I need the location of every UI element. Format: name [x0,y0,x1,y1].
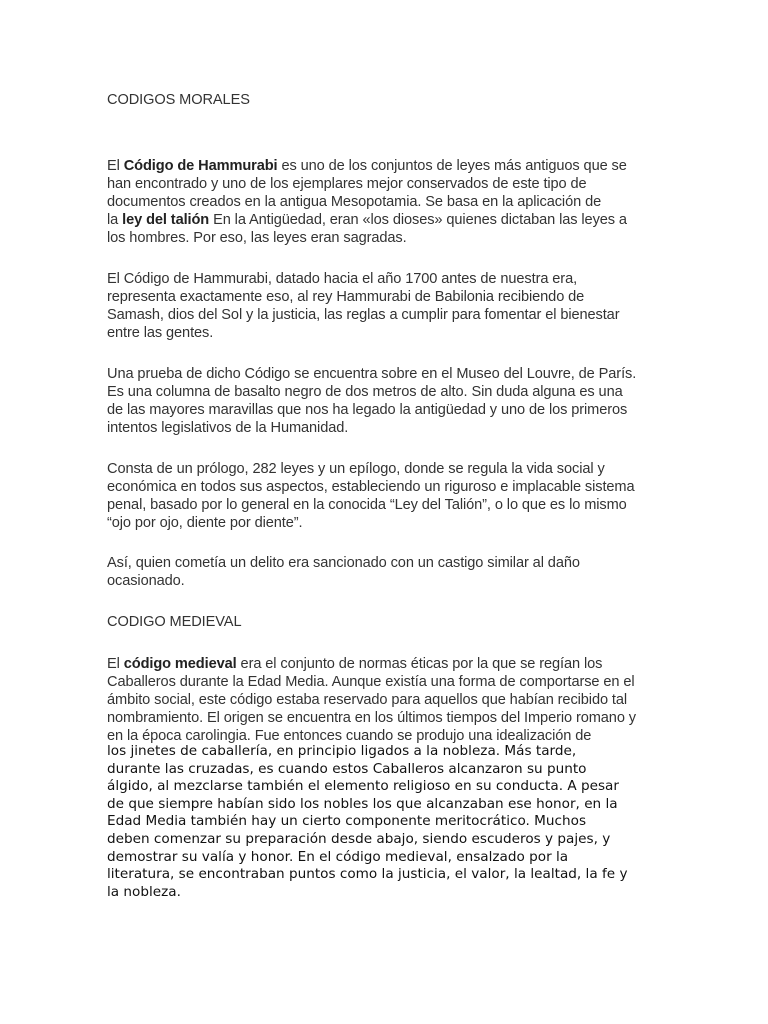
text-line: penal, basado por lo general en la conocida “Ley del Talión”, o lo que es lo mismo [107,496,627,513]
paragraph-caballeria [107,743,667,901]
text-line: demostrar su valía y honor. En el código medieval, ensalzado por la [107,848,569,865]
paragraph-medieval-intro [107,656,667,746]
text-line [107,212,667,230]
text-line [107,656,667,674]
text-line: Una prueba de dicho Código se encuentra sobre en el Museo del Louvre, de París. [107,366,637,382]
text-run: . Se basa en la aplicación de [417,193,602,210]
text-line: la nobleza. [107,883,181,900]
text-line: Así, quien cometía un delito era sancionado con un castigo similar al daño [107,555,580,571]
text-line: álgido, al mezclarse también el elemento religioso en su conducta. A pesar [107,778,619,795]
text-line: Samash, dios del Sol y la justicia, las reglas a cumplir para fomentar el bienestar [107,306,620,323]
paragraph-prologo [107,461,667,533]
text-line: en la época carolingia. Fue entonces cuando se produjo una idealización de [107,727,592,744]
text-line: económica en todos sus aspectos, estableciendo un riguroso e implacable sistema [107,478,635,495]
text-run: la [107,211,123,228]
text-line: nombramiento. El origen se encuentra en los últimos tiempos del Imperio romano y [107,709,636,726]
text-run: El [107,656,124,672]
text-line: ámbito social, este código estaba reservado para aquellos que habían recibido tal [107,691,628,708]
link-mesopotamia[interactable]: Mesopotamia [330,193,418,210]
bold-term: ley del talión [122,211,210,228]
text-line: Consta de un prólogo, 282 leyes y un epílogo, donde se regula la vida social y [107,461,605,477]
heading-codigos-morales: CODIGOS MORALES [107,92,250,108]
bold-term: Código de Hammurabi [123,158,278,174]
text-line [107,158,667,176]
paragraph-castigo [107,555,667,591]
text-line: entre las gentes. [107,324,214,341]
heading-codigo-medieval: CODIGO MEDIEVAL [107,614,242,630]
paragraph-hammurabi-intro [107,158,667,248]
text-line: durante las cruzadas, es cuando estos Caballeros alcanzaron su punto [107,760,587,777]
text-line: los hombres. Por eso, las leyes eran sagradas. [107,229,407,246]
text-line: intentos legislativos de la Humanidad. [107,419,349,436]
text-run: documentos creados en la antigua [107,193,331,210]
text-line: los jinetes de caballería, en principio ligados a la nobleza. Más tarde, [107,743,577,759]
text-line: Edad Media también hay un cierto componente meritocrático. Muchos [107,813,587,830]
text-run: era el conjunto de normas éticas por la que se regían los [236,656,603,672]
text-line: han encontrado y uno de los ejemplares mejor conservados de este tipo de [107,175,587,192]
text-line: Caballeros durante la Edad Media. Aunque existía una forma de comportarse en el [107,673,635,690]
text-run: es uno de los conjuntos de [277,158,457,174]
bold-term: código medieval [123,656,237,672]
text-line: “ojo por ojo, diente por diente”. [107,514,303,531]
paragraph-louvre [107,366,667,438]
text-line: Es una columna de basalto negro de dos metros de alto. Sin duda alguna es una [107,383,623,400]
text-line: deben comenzar su preparación desde abajo, siendo escuderos y pajes, y [107,830,611,847]
text-line: El Código de Hammurabi, datado hacia el año 1700 antes de nuestra era, [107,271,578,287]
text-line: ocasionado. [107,572,185,589]
text-run: En la Antigüedad, eran «los dioses» quienes dictaban las leyes a [209,211,627,228]
text-line: representa exactamente eso, al rey Hammurabi de Babilonia recibiendo de [107,288,585,305]
link-leyes[interactable]: leyes [456,158,491,174]
text-line: de que siempre habían sido los nobles los que alcanzaban ese honor, en la [107,795,618,812]
text-run: más antiguos que se [490,158,627,174]
text-line [107,194,667,212]
text-line: literatura, se encontraban puntos como la justicia, el valor, la lealtad, la fe y [107,866,628,883]
paragraph-hammurabi-date [107,271,667,343]
text-line: de las mayores maravillas que nos ha legado la antigüedad y uno de los primeros [107,401,628,418]
text-run: El [107,158,124,174]
